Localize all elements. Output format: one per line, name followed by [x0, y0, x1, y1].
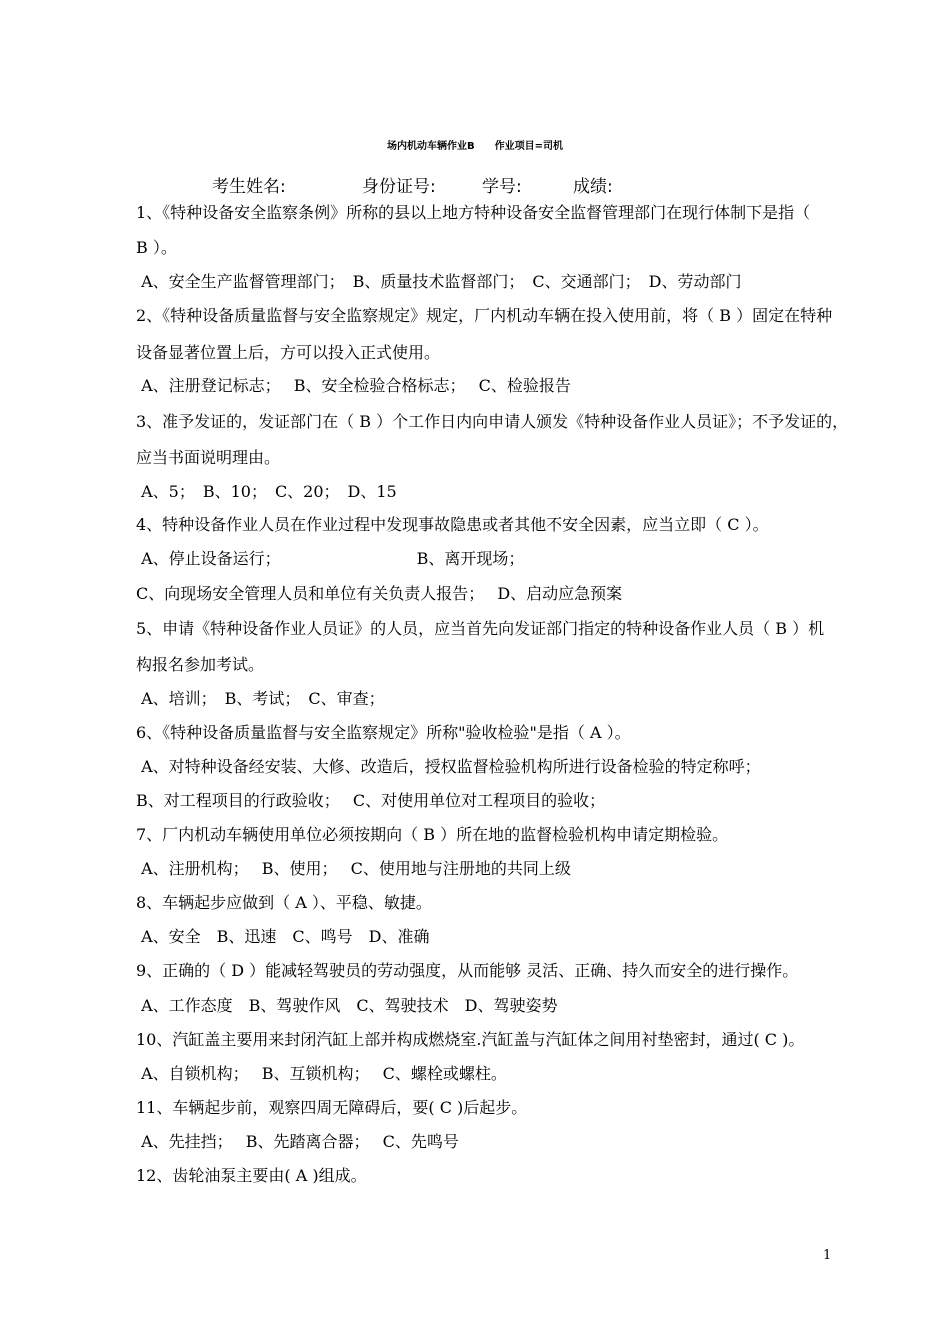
option-line: A、5； B、10； C、20； D、15: [136, 482, 397, 501]
question-line: 12、齿轮油泵主要由( A )组成。: [136, 1166, 367, 1185]
question-line: 5、申请《特种设备作业人员证》的人员，应当首先向发证部门指定的特种设备作业人员（ B ）机: [136, 619, 825, 638]
question-line: 构报名参加考试。: [136, 655, 265, 674]
question-line: 11、车辆起步前，观察四周无障碍后，要( C )后起步。: [136, 1098, 528, 1117]
question-line: 10、汽缸盖主要用来封闭汽缸上部并构成燃烧室.汽缸盖与汽缸体之间用衬垫密封，通过( C )。: [136, 1030, 805, 1049]
option-line: A、安全生产监督管理部门； B、质量技术监督部门； C、交通部门； D、劳动部门: [136, 272, 742, 291]
option-line: A、注册机构； B、使用； C、使用地与注册地的共同上级: [136, 859, 571, 878]
option-line: B、对工程项目的行政验收； C、对使用单位对工程项目的验收；: [136, 791, 606, 810]
question-line: 应当书面说明理由。: [136, 448, 281, 467]
candidate-name-label: 考生姓名:: [212, 177, 286, 197]
option-line: A、先挂挡； B、先踏离合器； C、先鸣号: [136, 1132, 459, 1151]
question-line: B ）。: [136, 238, 177, 257]
option-line: A、自锁机构； B、互锁机构； C、螺栓或螺柱。: [136, 1064, 507, 1083]
score-label: 成绩:: [573, 177, 613, 197]
question-line: 9、正确的（ D ）能减轻驾驶员的劳动强度，从而能够 灵活、正确、持久而安全的进行操作。: [136, 961, 799, 980]
option-line: A、对特种设备经安装、大修、改造后，授权监督检验机构所进行设备检验的特定称呼；: [136, 757, 761, 776]
question-line: 1、《特种设备安全监察条例》所称的县以上地方特种设备安全监督管理部门在现行体制下是指（: [136, 203, 811, 222]
question-line: 7、厂内机动车辆使用单位必须按期向（ B ）所在地的监督检验机构申请定期检验。: [136, 825, 729, 844]
student-number-label: 学号:: [482, 177, 522, 197]
question-line: 4、特种设备作业人员在作业过程中发现事故隐患或者其他不安全因素，应当立即（ C ）。: [136, 515, 769, 534]
option-line: A、注册登记标志； B、安全检验合格标志； C、检验报告: [136, 376, 571, 395]
option-line: A、工作态度 B、驾驶作风 C、驾驶技术 D、驾驶姿势: [136, 996, 558, 1015]
question-line: 3、准予发证的，发证部门在（ B ）个工作日内向申请人颁发《特种设备作业人员证》；不予发证的，: [136, 412, 849, 431]
option-line: A、停止设备运行； B、离开现场；: [136, 549, 525, 568]
page-number: 1: [823, 1248, 832, 1263]
question-line: 2、《特种设备质量监督与安全监察规定》规定，厂内机动车辆在投入使用前，将（ B ）固定在特种: [136, 306, 833, 325]
id-number-label: 身份证号:: [362, 177, 436, 197]
question-line: 6、《特种设备质量监督与安全监察规定》所称"验收检验"是指（ A ）。: [136, 723, 631, 742]
option-line: A、培训； B、考试； C、审查；: [136, 689, 385, 708]
option-line: C、向现场安全管理人员和单位有关负责人报告； D、启动应急预案: [136, 584, 623, 603]
document-title: 场内机动车辆作业B 作业项目=司机: [386, 141, 563, 152]
question-line: 8、车辆起步应做到（ A ）、平稳、敏捷。: [136, 893, 432, 912]
question-line: 设备显著位置上后，方可以投入正式使用。: [136, 343, 441, 362]
option-line: A、安全 B、迅速 C、鸣号 D、准确: [136, 927, 430, 946]
